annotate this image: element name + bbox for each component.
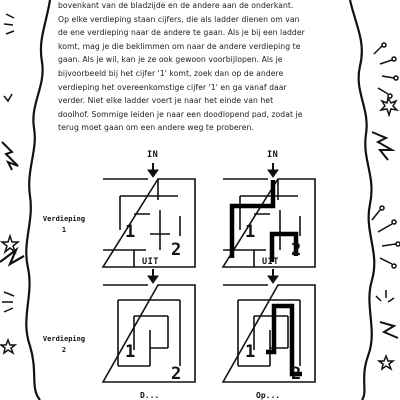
instruction-line: bovenkant van de bladzijde en de andere aan de onderkant. <box>58 1 294 10</box>
in-label-left: IN <box>147 150 159 160</box>
instruction-line: de ene verdieping naar de andere te gaan. Als je bij een ladder <box>58 28 305 38</box>
caption-left-cutoff: D... <box>140 391 160 400</box>
ladder-1-floor2-solved: 1 <box>245 342 256 362</box>
instructions-text <box>58 0 336 135</box>
left-doodles-icon <box>0 14 24 353</box>
ladder-2-floor2-blank: 2 <box>171 364 182 384</box>
ladder-2-floor2-solved: 2 <box>291 364 302 384</box>
out-label-right: UIT <box>262 257 279 267</box>
instruction-line: bijvoorbeeld bij het cijfer '1' komt, zoek dan op de andere <box>58 68 284 78</box>
in-arrow-right-icon <box>268 163 278 177</box>
floor2-label <box>34 334 94 356</box>
floor1-label <box>34 214 94 236</box>
ladder-1-floor2-blank: 1 <box>125 342 136 362</box>
ladder-1-floor1-blank: 1 <box>125 222 136 242</box>
in-label-right: IN <box>267 150 279 160</box>
instruction-line: terug moet gaan om een andere weg te proberen. <box>58 123 254 133</box>
right-doodles-icon <box>372 43 400 369</box>
floor2-label-word: Verdieping <box>42 335 86 343</box>
instruction-line: komt, mag je die beklimmen om naar de andere verdieping te <box>58 41 301 51</box>
in-arrow-left-icon <box>148 163 158 177</box>
instruction-line: verdieping het overeenkomstige cijfer '1' en ga vanaf daar <box>58 82 287 92</box>
instruction-line: verder. Niet elke ladder voert je naar het einde van het <box>58 96 274 106</box>
right-cloud-border <box>350 0 374 400</box>
instruction-line: Op elke verdieping staan cijfers, die als ladder dienen om van <box>58 14 300 24</box>
out-arrow-left-icon <box>148 269 158 283</box>
ladder-2-floor1-blank: 2 <box>171 240 182 260</box>
ladder-2-floor1-solved: 2 <box>291 240 302 260</box>
caption-right-cutoff: Op... <box>256 391 281 400</box>
floor2-label-number: 2 <box>61 346 67 354</box>
ladder-1-floor1-solved: 1 <box>245 222 256 242</box>
out-arrow-right-icon <box>268 269 278 283</box>
floor1-label-word: Verdieping <box>42 215 86 223</box>
out-label-left: UIT <box>142 257 159 267</box>
instruction-line: gaan. Als je wil, kan je ze ook gewoon voorbijlopen. Als je <box>58 55 283 65</box>
floor1-label-number: 1 <box>61 226 67 234</box>
instruction-line: doolhof. Sommige leiden je naar een doodlopend pad, zodat je <box>58 109 303 119</box>
